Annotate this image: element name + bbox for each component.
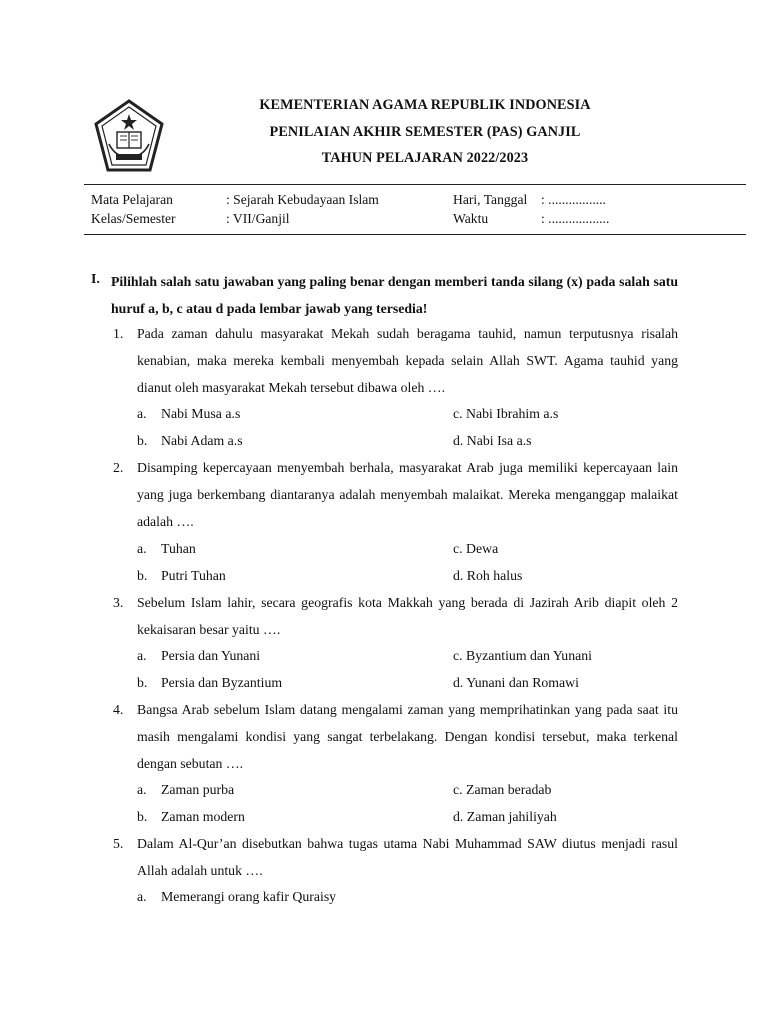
question-text: Bangsa Arab sebelum Islam datang mengalami zaman yang memprihatinkan yang pada saat itu masih mengalami kondisi yang sangat terbelakang. Dengan kondisi tersebut, maka terkenal dengan sebutan ….	[137, 702, 678, 771]
option-a	[137, 406, 240, 422]
option-c: c. Nabi Ibrahim a.s	[453, 406, 559, 421]
option-text: Persia dan Yunani	[161, 648, 261, 663]
question-text: Pada zaman dahulu masyarakat Mekah sudah beragama tauhid, namun terputusnya risalah kenabian, maka mereka kembali menyembah kepada selain Allah SWT. Agama tauhid yang dianut oleh masyarakat Mekah tersebut dibawa oleh ….	[137, 326, 678, 395]
option-letter: a.	[137, 782, 147, 797]
day-date-value: : .................	[541, 192, 606, 207]
header-divider-top	[84, 184, 746, 185]
question-number: 2.	[113, 460, 124, 475]
option-b	[137, 675, 282, 691]
option-letter: b.	[137, 675, 148, 690]
class-semester-value: : VII/Ganjil	[226, 211, 290, 226]
document-header	[170, 92, 680, 172]
subject-value: : Sejarah Kebudayaan Islam	[226, 192, 379, 207]
question-number: 5.	[113, 836, 124, 851]
option-b	[137, 433, 243, 449]
class-semester-label: Kelas/Semester	[91, 211, 176, 226]
option-a	[137, 648, 260, 664]
option-letter: a.	[137, 541, 147, 556]
section-instruction: Pilihlah salah satu jawaban yang paling benar dengan memberi tanda silang (x) pada salah satu huruf a, b, c atau d pada lembar jawab yang tersedia!	[111, 274, 678, 316]
academic-year: TAHUN PELAJARAN 2022/2023	[321, 150, 529, 166]
option-a	[137, 889, 336, 905]
question-text: Sebelum Islam lahir, secara geografis kota Makkah yang berada di Jazirah Arib diapit oleh 2 kekaisaran besar yaitu ….	[137, 595, 678, 637]
question-text: Dalam Al-Qur’an disebutkan bahwa tugas utama Nabi Muhammad SAW diutus menjadi rasul Allah adalah untuk ….	[137, 836, 678, 878]
section-numeral: I.	[91, 271, 100, 286]
option-letter: b.	[137, 433, 148, 448]
question-text: Disamping kepercayaan menyembah berhala, masyarakat Arab juga memiliki kepercayaan lain yang juga berkembang diantaranya adalah menyembah malaikat. Mereka menganggap malaikat adalah ….	[137, 460, 678, 529]
option-c: c. Byzantium dan Yunani	[453, 648, 592, 663]
option-c: c. Dewa	[453, 541, 499, 556]
question-number: 3.	[113, 595, 124, 610]
option-letter: a.	[137, 406, 147, 421]
option-b	[137, 809, 245, 825]
time-value: : ..................	[541, 211, 610, 226]
ministry-title: KEMENTERIAN AGAMA REPUBLIK INDONESIA	[259, 97, 591, 113]
option-letter: a.	[137, 889, 147, 904]
option-letter: b.	[137, 809, 148, 824]
day-date-label: Hari, Tanggal	[453, 192, 528, 207]
question-number: 1.	[113, 326, 124, 341]
option-text: Nabi Musa a.s	[161, 406, 241, 421]
option-b	[137, 568, 226, 584]
option-letter: b.	[137, 568, 148, 583]
option-text: Putri Tuhan	[161, 568, 226, 583]
option-d: d. Nabi Isa a.s	[453, 433, 532, 448]
ministry-emblem-icon	[92, 98, 166, 176]
time-label: Waktu	[453, 211, 489, 226]
option-text: Tuhan	[161, 541, 196, 556]
subject-label: Mata Pelajaran	[91, 192, 173, 207]
option-a	[137, 782, 234, 798]
option-text: Persia dan Byzantium	[161, 675, 283, 690]
option-text: Zaman modern	[161, 809, 245, 824]
option-d: d. Roh halus	[453, 568, 523, 583]
option-text: Memerangi orang kafir Quraisy	[161, 889, 337, 904]
option-letter: a.	[137, 648, 147, 663]
option-d: d. Zaman jahiliyah	[453, 809, 557, 824]
header-divider-bottom	[84, 234, 746, 235]
option-d: d. Yunani dan Romawi	[453, 675, 579, 690]
question-number: 4.	[113, 702, 124, 717]
option-text: Nabi Adam a.s	[161, 433, 243, 448]
option-c: c. Zaman beradab	[453, 782, 552, 797]
option-text: Zaman purba	[161, 782, 235, 797]
exam-title: PENILAIAN AKHIR SEMESTER (PAS) GANJIL	[269, 123, 581, 140]
option-a	[137, 541, 196, 557]
